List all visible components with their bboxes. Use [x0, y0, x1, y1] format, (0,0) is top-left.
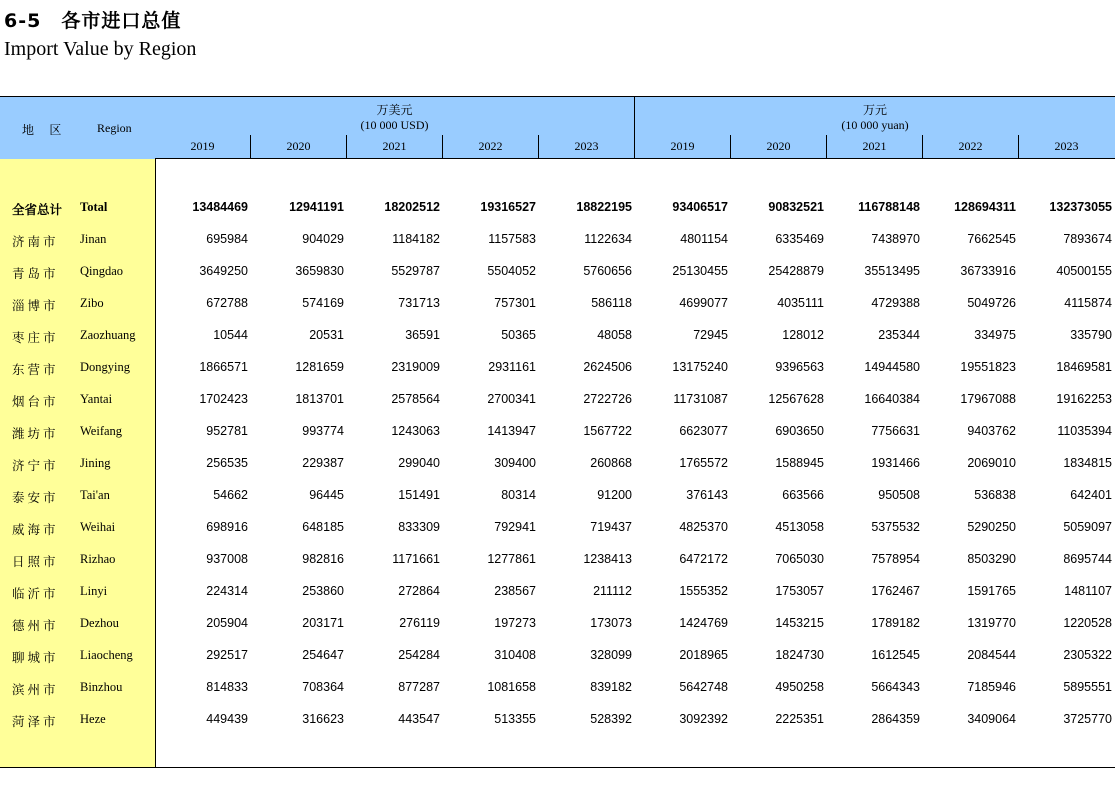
region-header-en: Region [97, 121, 132, 135]
region-name-en: Dezhou [80, 616, 119, 630]
year-header-yuan-2021: 2021 [827, 135, 923, 158]
value-cell: 586118 [591, 296, 632, 310]
region-name-en: Tai'an [80, 488, 110, 502]
value-cell: 449439 [206, 712, 248, 726]
value-cell: 9403762 [967, 424, 1016, 438]
value-cell: 3092392 [679, 712, 728, 726]
value-cell: 93406517 [672, 200, 728, 214]
value-cell: 952781 [206, 424, 248, 438]
page-title-cn: 6-5 各市进口总值 [4, 10, 182, 32]
value-cell: 36733916 [960, 264, 1016, 278]
value-cell: 19551823 [960, 360, 1016, 374]
value-cell: 253860 [302, 584, 344, 598]
import-value-table [0, 96, 1115, 768]
value-cell: 4699077 [679, 296, 728, 310]
value-cell: 18822195 [576, 200, 632, 214]
value-cell: 1238413 [583, 552, 632, 566]
value-cell: 197273 [494, 616, 536, 630]
value-cell: 96445 [309, 488, 344, 502]
value-cell: 2864359 [871, 712, 920, 726]
value-cell: 25428879 [768, 264, 824, 278]
value-cell: 376143 [686, 488, 728, 502]
region-name-cn: 烟台市 [12, 395, 59, 409]
yuan-unit-en: (10 000 yuan) [841, 118, 909, 132]
value-cell: 80314 [501, 488, 536, 502]
value-cell: 1277861 [487, 552, 536, 566]
value-cell: 12567628 [768, 392, 824, 406]
year-header-usd-2023: 2023 [539, 135, 635, 158]
region-name-en: Heze [80, 712, 106, 726]
value-cell: 1931466 [871, 456, 920, 470]
value-cell: 211112 [593, 584, 632, 598]
value-cell: 5375532 [871, 520, 920, 534]
value-cell: 18202512 [384, 200, 440, 214]
value-cell: 6623077 [679, 424, 728, 438]
usd-unit-en: (10 000 USD) [360, 118, 429, 132]
region-name-en: Dongying [80, 360, 130, 374]
region-name-en: Yantai [80, 392, 113, 406]
value-cell: 2700341 [487, 392, 536, 406]
value-cell: 238567 [494, 584, 536, 598]
usd-group-header [155, 97, 634, 136]
value-cell: 7578954 [871, 552, 920, 566]
value-cell: 254647 [302, 648, 344, 662]
region-name-cn: 泰安市 [12, 491, 59, 505]
value-cell: 1588945 [775, 456, 824, 470]
region-name-cn: 淄博市 [12, 299, 59, 313]
value-cell: 757301 [494, 296, 536, 310]
value-cell: 528392 [590, 712, 632, 726]
value-cell: 950508 [878, 488, 920, 502]
value-cell: 2305322 [1063, 648, 1112, 662]
value-cell: 993774 [302, 424, 344, 438]
value-cell: 5895551 [1063, 680, 1112, 694]
value-cell: 648185 [302, 520, 344, 534]
region-name-en: Total [80, 200, 108, 214]
value-cell: 328099 [590, 648, 632, 662]
value-cell: 1762467 [871, 584, 920, 598]
value-cell: 1702423 [199, 392, 248, 406]
region-name-en: Weifang [80, 424, 123, 438]
value-cell: 5059097 [1063, 520, 1112, 534]
value-cell: 1612545 [871, 648, 920, 662]
value-cell: 4825370 [679, 520, 728, 534]
value-cell: 2722726 [583, 392, 632, 406]
value-cell: 13175240 [672, 360, 728, 374]
region-name-en: Liaocheng [80, 648, 133, 662]
value-cell: 50365 [501, 328, 536, 342]
region-name-en: Jining [80, 456, 111, 470]
value-cell: 334975 [974, 328, 1016, 342]
value-cell: 1567722 [583, 424, 632, 438]
value-cell: 12941191 [289, 200, 344, 214]
value-cell: 731713 [398, 296, 440, 310]
region-header-cn: 地 区 [22, 123, 68, 137]
value-cell: 1220528 [1063, 616, 1112, 630]
value-cell: 5504052 [487, 264, 536, 278]
value-cell: 128694311 [954, 200, 1016, 214]
value-cell: 299040 [398, 456, 440, 470]
value-cell: 91200 [597, 488, 632, 502]
value-cell: 839182 [590, 680, 632, 694]
value-cell: 1319770 [967, 616, 1016, 630]
value-cell: 11731087 [673, 392, 728, 406]
value-cell: 19162253 [1056, 392, 1112, 406]
value-cell: 513355 [494, 712, 536, 726]
region-name-en: Zaozhuang [80, 328, 136, 342]
value-cell: 1866571 [199, 360, 248, 374]
value-cell: 309400 [494, 456, 536, 470]
value-cell: 877287 [398, 680, 440, 694]
value-cell: 1765572 [679, 456, 728, 470]
value-cell: 13484469 [192, 200, 248, 214]
value-cell: 272864 [398, 584, 440, 598]
value-cell: 72945 [693, 328, 728, 342]
value-cell: 7662545 [967, 232, 1016, 246]
value-cell: 9396563 [775, 360, 824, 374]
value-cell: 2084544 [967, 648, 1016, 662]
value-cell: 1157583 [488, 232, 536, 246]
yuan-unit-cn: 万元 [862, 103, 887, 117]
value-cell: 203171 [302, 616, 344, 630]
value-cell: 40500155 [1056, 264, 1112, 278]
value-cell: 574169 [302, 296, 344, 310]
value-cell: 35513495 [864, 264, 920, 278]
value-cell: 11035394 [1057, 424, 1112, 438]
value-cell: 205904 [206, 616, 248, 630]
value-cell: 982816 [302, 552, 344, 566]
value-cell: 229387 [302, 456, 344, 470]
value-cell: 8695744 [1063, 552, 1112, 566]
region-name-en: Weihai [80, 520, 116, 534]
year-header-yuan-2022: 2022 [923, 135, 1019, 158]
value-cell: 54662 [213, 488, 248, 502]
value-cell: 1753057 [775, 584, 824, 598]
value-cell: 833309 [398, 520, 440, 534]
value-cell: 36591 [405, 328, 440, 342]
region-name-cn: 滨州市 [12, 683, 59, 697]
year-header-yuan-2023: 2023 [1054, 139, 1079, 153]
value-cell: 224314 [206, 584, 248, 598]
value-cell: 3409064 [967, 712, 1016, 726]
value-cell: 17967088 [960, 392, 1016, 406]
value-cell: 672788 [206, 296, 248, 310]
year-header-yuan-2019: 2019 [635, 135, 731, 158]
value-cell: 128012 [782, 328, 824, 342]
value-cell: 3725770 [1063, 712, 1112, 726]
page-title-en: Import Value by Region [4, 38, 197, 60]
value-cell: 708364 [302, 680, 344, 694]
region-name-cn: 青岛市 [12, 267, 59, 281]
value-cell: 1171661 [392, 552, 440, 566]
value-cell: 1281659 [295, 360, 344, 374]
value-cell: 1555352 [679, 584, 728, 598]
region-name-en: Rizhao [80, 552, 116, 566]
value-cell: 14944580 [864, 360, 920, 374]
region-name-en: Jinan [80, 232, 107, 246]
region-name-cn: 济南市 [12, 235, 59, 249]
region-name-en: Binzhou [80, 680, 123, 694]
value-cell: 173073 [590, 616, 632, 630]
value-cell: 235344 [878, 328, 920, 342]
value-cell: 2624506 [583, 360, 632, 374]
value-cell: 48058 [597, 328, 632, 342]
region-name-cn: 济宁市 [12, 459, 59, 473]
year-header-yuan-2020: 2020 [731, 135, 827, 158]
value-cell: 151491 [398, 488, 440, 502]
value-cell: 1591765 [967, 584, 1016, 598]
value-cell: 536838 [974, 488, 1016, 502]
value-cell: 254284 [398, 648, 440, 662]
value-cell: 2018965 [679, 648, 728, 662]
region-name-cn: 聊城市 [12, 651, 59, 665]
value-cell: 4513058 [775, 520, 824, 534]
region-name-cn: 枣庄市 [12, 331, 59, 345]
year-header-usd-2022: 2022 [443, 135, 539, 158]
value-cell: 260868 [590, 456, 632, 470]
region-name-cn: 德州市 [12, 619, 59, 633]
value-cell: 276119 [399, 616, 440, 630]
region-name-cn: 日照市 [12, 555, 59, 569]
value-cell: 7438970 [871, 232, 920, 246]
value-cell: 6472172 [679, 552, 728, 566]
value-cell: 904029 [302, 232, 344, 246]
value-cell: 10544 [213, 328, 248, 342]
value-cell: 719437 [590, 520, 632, 534]
year-header-usd-2021: 2021 [347, 135, 443, 158]
value-cell: 663566 [782, 488, 824, 502]
value-cell: 5642748 [679, 680, 728, 694]
value-cell: 4035111 [777, 296, 824, 310]
value-cell: 19316527 [480, 200, 536, 214]
value-cell: 25130455 [672, 264, 728, 278]
value-cell: 256535 [206, 456, 248, 470]
value-cell: 4801154 [680, 232, 728, 246]
value-cell: 1824730 [775, 648, 824, 662]
value-cell: 292517 [206, 648, 248, 662]
region-name-cn: 临沂市 [12, 587, 59, 601]
region-name-en: Qingdao [80, 264, 124, 278]
value-cell: 814833 [206, 680, 248, 694]
region-header [0, 97, 156, 159]
value-cell: 443547 [398, 712, 440, 726]
value-cell: 1789182 [871, 616, 920, 630]
value-cell: 4729388 [871, 296, 920, 310]
value-cell: 2931161 [488, 360, 536, 374]
value-cell: 1122634 [584, 232, 632, 246]
region-name-cn: 全省总计 [12, 203, 63, 217]
region-name-cn: 菏泽市 [12, 715, 59, 729]
value-cell: 116788148 [858, 200, 920, 214]
value-cell: 7065030 [775, 552, 824, 566]
value-cell: 695984 [206, 232, 248, 246]
value-cell: 5760656 [583, 264, 632, 278]
value-cell: 1413947 [487, 424, 536, 438]
value-cell: 5049726 [967, 296, 1016, 310]
value-cell: 2069010 [967, 456, 1016, 470]
value-cell: 316623 [302, 712, 344, 726]
value-cell: 7756631 [871, 424, 920, 438]
value-cell: 937008 [206, 552, 248, 566]
value-cell: 310408 [494, 648, 536, 662]
value-cell: 1243063 [391, 424, 440, 438]
value-cell: 1184182 [392, 232, 440, 246]
value-cell: 1813701 [295, 392, 344, 406]
value-cell: 20531 [309, 328, 344, 342]
value-cell: 132373055 [1049, 200, 1112, 214]
usd-unit-cn: 万美元 [376, 103, 413, 117]
value-cell: 2225351 [775, 712, 824, 726]
value-cell: 2319009 [391, 360, 440, 374]
value-cell: 4115874 [1064, 296, 1112, 310]
value-cell: 3659830 [295, 264, 344, 278]
value-cell: 5664343 [871, 680, 920, 694]
value-cell: 792941 [494, 520, 536, 534]
year-header-usd-2020: 2020 [251, 135, 347, 158]
value-cell: 6335469 [775, 232, 824, 246]
year-header-usd-2019: 2019 [155, 135, 251, 158]
value-cell: 4950258 [775, 680, 824, 694]
region-name-cn: 潍坊市 [12, 427, 59, 441]
region-name-cn: 威海市 [12, 523, 59, 537]
value-cell: 1081658 [487, 680, 536, 694]
value-cell: 6903650 [775, 424, 824, 438]
value-cell: 18469581 [1056, 360, 1112, 374]
value-cell: 5290250 [967, 520, 1016, 534]
year-header-row [155, 135, 1115, 159]
value-cell: 5529787 [391, 264, 440, 278]
value-cell: 7893674 [1063, 232, 1112, 246]
value-cell: 698916 [206, 520, 248, 534]
value-cell: 7185946 [967, 680, 1016, 694]
yuan-group-header [635, 97, 1115, 136]
value-cell: 16640384 [864, 392, 920, 406]
value-cell: 642401 [1070, 488, 1112, 502]
value-cell: 3649250 [199, 264, 248, 278]
value-cell: 335790 [1070, 328, 1112, 342]
value-cell: 1481107 [1064, 584, 1112, 598]
value-cell: 90832521 [768, 200, 824, 214]
region-name-en: Zibo [80, 296, 104, 310]
value-cell: 8503290 [967, 552, 1016, 566]
value-cell: 1453215 [775, 616, 824, 630]
value-cell: 1834815 [1063, 456, 1112, 470]
value-cell: 2578564 [391, 392, 440, 406]
region-name-cn: 东营市 [12, 363, 59, 377]
value-cell: 1424769 [679, 616, 728, 630]
region-name-en: Linyi [80, 584, 108, 598]
